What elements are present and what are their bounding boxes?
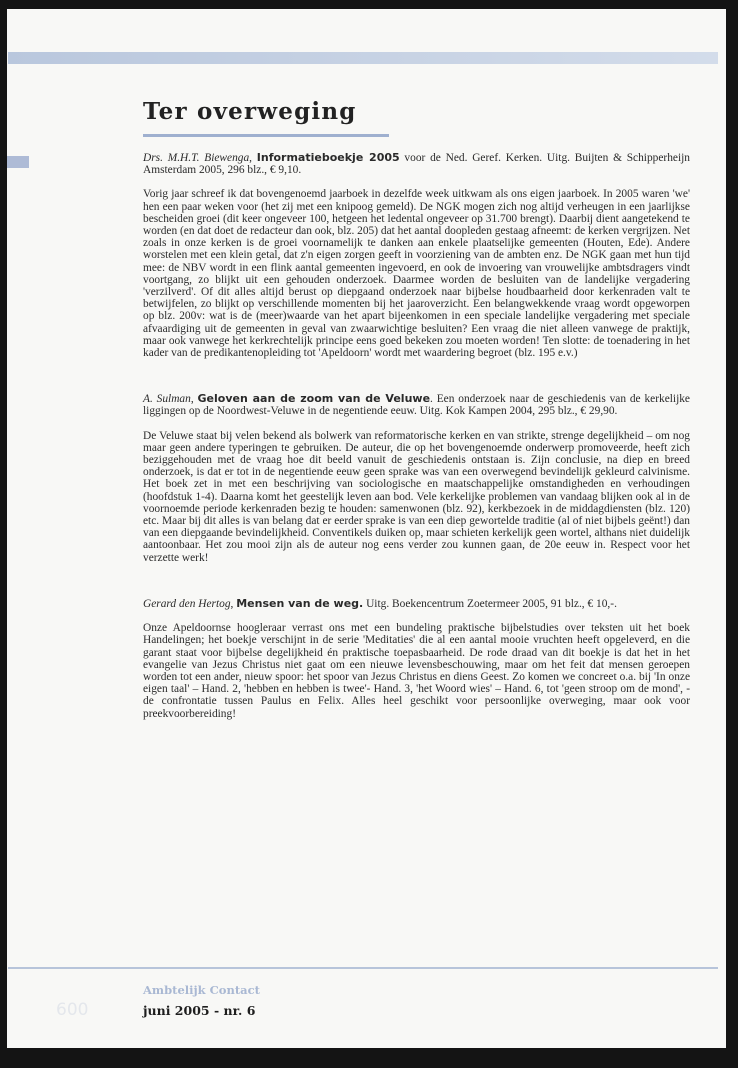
scan-border-right <box>726 0 738 1068</box>
review-author-1: Drs. M.H.T. Biewenga <box>143 152 250 164</box>
review-details-1: voor de Ned. Geref. Kerken. Uitg. Buijten & Schipperheijn Amsterdam 2005, 296 blz., € 9,10. <box>143 152 690 177</box>
article-body <box>143 152 690 720</box>
review-reference-3: Gerard den Hertog, Mensen van de weg. Uitg. Boekencentrum Zoetermeer 2005, 91 blz., € 10,-. <box>143 596 617 610</box>
review-body-1: Vorig jaar schreef ik dat bovengenoemd jaarboek in dezelfde week uitkwam als ons eigen jaarboek. In 2005 waren 'we' hen een paar weken voor (het zij met een knipoog gemeld). De NGK mogen zich nog altijd verheugen in een jaarlijkse bescheiden groei (dit keer ongeveer 100, hetgeen het ledental ongeveer op 31.700 brengt). Daarbij dient aangetekend te worden (en dat doet de redacteur dan ook, blz. 205) dat het aantal doopleden gestaag afneemt: de kerken vergrijzen. Net zoals in onze kerken is de groei voornamelijk te danken aan enkele plaatselijke gemeenten (Houten, Ede). Andere worstelen met een klein getal, dat z'n eigen zorgen geeft in voorziening van de ambten enz. De NGK gaan met hun tijd mee: de NBV wordt in een flink aantal gemeenten ingevoerd, en ook de invoering van vrouwelijke ambtsdragers vindt voortgang, zo blijkt uit een gehouden onderzoek. Daarmee worden de besluiten van de landelijke vergadering 'verzilverd'. Of dit alles altijd berust op diepgaand onderzoek naar bijbelse houdbaarheid door kerkenraden valt te betwijfelen, zo blijkt op verschillende momenten bij het jaaroverzicht. Een belangwekkende vraag wordt opgeworpen op blz. 200v: wat is de (meer)waarde van het apart bijeenkomen in een speciale landelijke vergadering met speciale afvaardiging uit de gemeenten in geval van zwaarwichtige besluiten? Een vraag die niet alleen vanwege de praktijk, maar ook vanwege het kerkrechtelijk principe eens goed bekeken zou moeten worden! Ten slotte: de toenadering in het kader van de predikantenopleiding tot 'Apeldoorn' wordt met waardering begroet (blz. 195 e.v.) <box>143 188 690 360</box>
scan-border-top <box>0 0 738 9</box>
review-reference-2: A. Sulman, Geloven aan de zoom van de Veluwe. Een onderzoek naar de geschiedenis van de kerkelijke liggingen op de Noordwest-Veluwe in de negentiende eeuw. Uitg. Kok Kampen 2004, 295 blz., € 29,90. <box>143 392 690 418</box>
scan-border-left <box>0 0 7 1068</box>
review-author-3: Gerard den Hertog <box>143 597 231 610</box>
review-details-2: . Een onderzoek naar de geschiedenis van de kerkelijke liggingen op de Noordwest-Veluwe in de negentiende eeuw. Uitg. Kok Kampen 2004, 295 blz., € 29,90. <box>143 393 690 418</box>
journal-name: Ambtelijk Contact <box>143 983 260 997</box>
review-details-3: Uitg. Boekencentrum Zoetermeer 2005, 91 blz., € 10,-. <box>363 597 617 610</box>
review-body-3: Onze Apeldoornse hoogleraar verrast ons met een bundeling praktische bijbelstudies over teksten uit het boek Handelingen; het boekje verschijnt in de serie 'Meditaties' die al een aantal mooie vruchten heeft opgeleverd, en die garant staat voor bijbelse degelijkheid én praktische toepasbaarheid. De rode draad van dit boekje is dat het in het evangelie van Jezus Christus niet gaat om een nieuwe levensbeschouwing, maar om het feit dat mensen geroepen worden tot een ander, nieuw spoor: het spoor van Jezus Christus en diens Geest. Zo komen we concreet o.a. bij 'In onze eigen taal' – Hand. 2, 'hebben en hebben is twee'- Hand. 3, 'het Woord wies' – Hand. 6, tot 'geen stroop om de mond', - de confrontatie tussen Paulus en Felix. Alles heel geschikt voor persoonlijke overweging, maar ook voor preekvoorbereiding! <box>143 622 690 720</box>
page-title: Ter overweging <box>143 98 357 125</box>
review-book-title-3: Mensen van de weg. <box>236 596 364 610</box>
footer-rule <box>8 967 718 969</box>
title-underline <box>143 134 389 137</box>
side-margin-tab <box>7 156 29 168</box>
review-book-title-2: Geloven aan de zoom van de Veluwe <box>197 392 431 406</box>
page-number: 600 <box>56 1000 89 1020</box>
scan-border-bottom <box>0 1048 738 1068</box>
header-color-band <box>8 52 718 64</box>
review-body-2: De Veluwe staat bij velen bekend als bolwerk van reformatorische kerken en van strikte, strenge degelijkheid – om nog maar geen andere typeringen te gebruiken. De auteur, die op het bovengenoemde onderwerp promoveerde, heeft zich beziggehouden met de vraag hoe dit beeld vanuit de geschiedenis ontstaan is. Zijn conclusie, na diep en breed onderzoek, is dat er tot in de negentiende eeuw geen sprake was van een overwegend bevindelijk gekleurd calvinisme. Het boek zet in met een beschrijving van sociologische en maatschappelijke omstandigheden en verhoudingen (hoofdstuk 1-4). Daarna komt het geestelijk leven aan bod. Vele kerkelijke problemen van vandaag blijken ook al in de voornoemde periode kerkenraden bezig te houden: samenwonen (blz. 92), kerkbezoek in de middagdiensten (blz. 120) etc. Maar bij dit alles is van belang dat er eerder sprake is van een diep gewortelde traditie (al of niet bijbels geënt!) dan van een diepgaande bevindelijkheid. Conventikels duiken op, maar schieten kerkelijk geen wortel, althans niet duidelijk aantoonbaar. Het zou mooi zijn als de auteur nog eens verder zou kunnen gaan, de 20e eeuw in. Respect voor het verzette werk! <box>143 429 690 564</box>
review-reference-1: Drs. M.H.T. Biewenga, Informatieboekje 2005 voor de Ned. Geref. Kerken. Uitg. Buijten & Schipperheijn Amsterdam 2005, 296 blz., € 9,10. <box>143 151 690 177</box>
review-author-2: A. Sulman <box>143 393 191 406</box>
issue-info: juni 2005 - nr. 6 <box>143 1003 256 1018</box>
review-book-title-1: Informatieboekje 2005 <box>256 151 400 164</box>
